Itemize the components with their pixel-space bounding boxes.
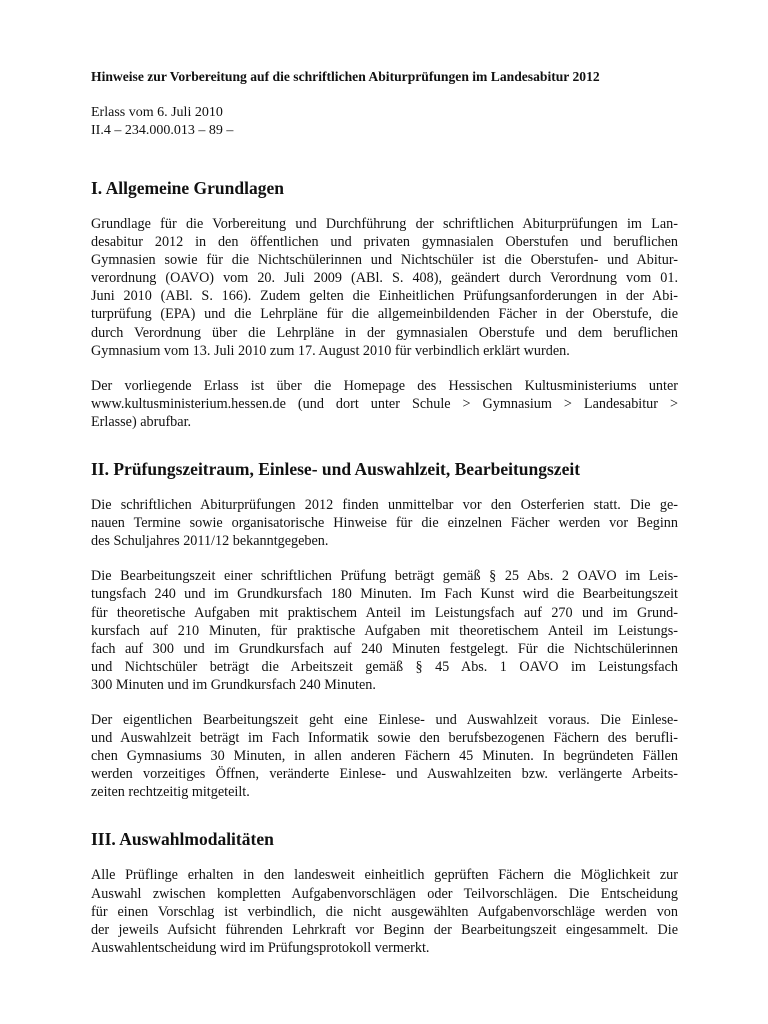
text-line: zeiten rechtzeitig mitgeteilt. xyxy=(91,784,250,801)
text-line: Gymnasien sowie für die Nichtschülerinnen und Nichtschüler ist die Oberstufen- und Abitur- xyxy=(91,252,678,269)
section-heading-3: III. Auswahlmodalitäten xyxy=(91,829,274,850)
text-line: werden vorzeitiges Öffnen, veränderte Einlese- und Auswahlzeiten bzw. verlängerte Arbeits- xyxy=(91,766,678,783)
document-title: Hinweise zur Vorbereitung auf die schriftlichen Abiturprüfungen im Landesabitur 2012 xyxy=(91,69,600,84)
text-line: Gymnasium vom 13. Juli 2010 zum 17. August 2010 für verbindlich erklärt wurden. xyxy=(91,342,570,359)
text-line: durch Verordnung über die Lehrpläne in der gymnasialen Oberstufe und dem beruflichen xyxy=(91,324,678,341)
text-line: der jeweils Aufsicht führenden Lehrkraft vor Beginn der Bearbeitungszeit eingesammelt. Die xyxy=(91,921,678,938)
text-line: Der vorliegende Erlass ist über die Homepage des Hessischen Kultusministeriums unter xyxy=(91,377,678,394)
paragraph-1-2 xyxy=(91,377,678,431)
text-line: turprüfung (EPA) und die Lehrpläne für die allgemeinbildenden Fächer in der Oberstufe, die xyxy=(91,306,678,323)
text-line: Auswahl zwischen kompletten Aufgabenvorschlägen oder Teilvorschlägen. Die Entscheidung xyxy=(91,885,678,902)
section-heading-1: I. Allgemeine Grundlagen xyxy=(91,178,284,198)
reference-number: II.4 – 234.000.013 – 89 – xyxy=(91,123,234,138)
text-line: kursfach auf 210 Minuten, für praktische Aufgaben mit theoretischem Anteil im Leistungs- xyxy=(91,622,678,639)
section-heading-2: II. Prüfungszeitraum, Einlese- und Auswahlzeit, Bearbeitungszeit xyxy=(91,459,581,480)
text-line: Die Bearbeitungszeit einer schriftlichen Prüfung beträgt gemäß § 25 Abs. 2 OAVO im Leis- xyxy=(91,568,678,585)
text-line: Erlasse) abrufbar. xyxy=(91,413,192,430)
text-line: des Schuljahres 2011/12 bekanntgegeben. xyxy=(91,533,329,550)
text-line: www.kultusministerium.hessen.de (und dort unter Schule > Gymnasium > Landesabitur > xyxy=(91,395,678,412)
text-line: Alle Prüflinge erhalten in den landesweit einheitlich geprüften Fächern die Möglichkeit zur xyxy=(91,867,678,884)
text-line: für einen Vorschlag ist verbindlich, die nicht ausgewählten Aufgabenvorschläge werden von xyxy=(91,903,678,920)
text-line: und Nichtschüler beträgt die Arbeitszeit gemäß § 45 Abs. 1 OAVO im Leistungsfach xyxy=(91,658,678,675)
text-line: Grundlage für die Vorbereitung und Durchführung der schriftlichen Abiturprüfungen im Lan- xyxy=(91,216,678,232)
text-line: nauen Termine sowie organisatorische Hinweise für die einzelnen Fächer werden vor Beginn xyxy=(91,515,678,532)
text-line: chen Gymnasiums 30 Minuten, in allen anderen Fächern 45 Minuten. In begründeten Fällen xyxy=(91,748,678,765)
text-line: Juni 2010 (ABl. S. 166). Zudem gelten die Einheitlichen Prüfungsanforderungen in der Abi- xyxy=(91,288,678,305)
paragraph-2-1 xyxy=(91,496,678,550)
paragraph-3-1 xyxy=(91,866,678,956)
paragraph-2-3 xyxy=(91,711,678,801)
text-line: für theoretische Aufgaben mit praktischem Anteil im Leistungsfach auf 270 und im Grund- xyxy=(91,604,678,621)
text-line: Die schriftlichen Abiturprüfungen 2012 finden unmittelbar vor den Osterferien statt. Die ge- xyxy=(91,497,678,514)
text-line: tungsfach 240 und im Grundkursfach 180 Minuten. Im Fach Kunst wird die Bearbeitungszeit xyxy=(91,586,678,603)
document-meta xyxy=(91,104,678,140)
document-page xyxy=(91,68,678,957)
text-line: Auswahlentscheidung wird im Prüfungsprotokoll vermerkt. xyxy=(91,939,430,956)
text-line: fach auf 300 und im Grundkursfach auf 240 Minuten festgelegt. Für die Nichtschülerinnen xyxy=(91,640,678,657)
text-line: Der eigentlichen Bearbeitungszeit geht eine Einlese- und Auswahlzeit voraus. Die Einlese- xyxy=(91,711,678,728)
text-line: 300 Minuten und im Grundkursfach 240 Minuten. xyxy=(91,676,376,693)
text-line: und Auswahlzeit beträgt im Fach Informatik sowie den berufsbezogenen Fächern des berufli- xyxy=(91,730,678,747)
text-line: desabitur 2012 in den öffentlichen und privaten gymnasialen Oberstufen und beruflichen xyxy=(91,234,678,251)
paragraph-1-1 xyxy=(91,215,678,360)
text-line: verordnung (OAVO) vom 20. Juli 2009 (ABl. S. 408), geändert durch Verordnung vom 01. xyxy=(91,270,678,287)
paragraph-2-2 xyxy=(91,567,678,694)
decree-date: Erlass vom 6. Juli 2010 xyxy=(91,105,223,120)
